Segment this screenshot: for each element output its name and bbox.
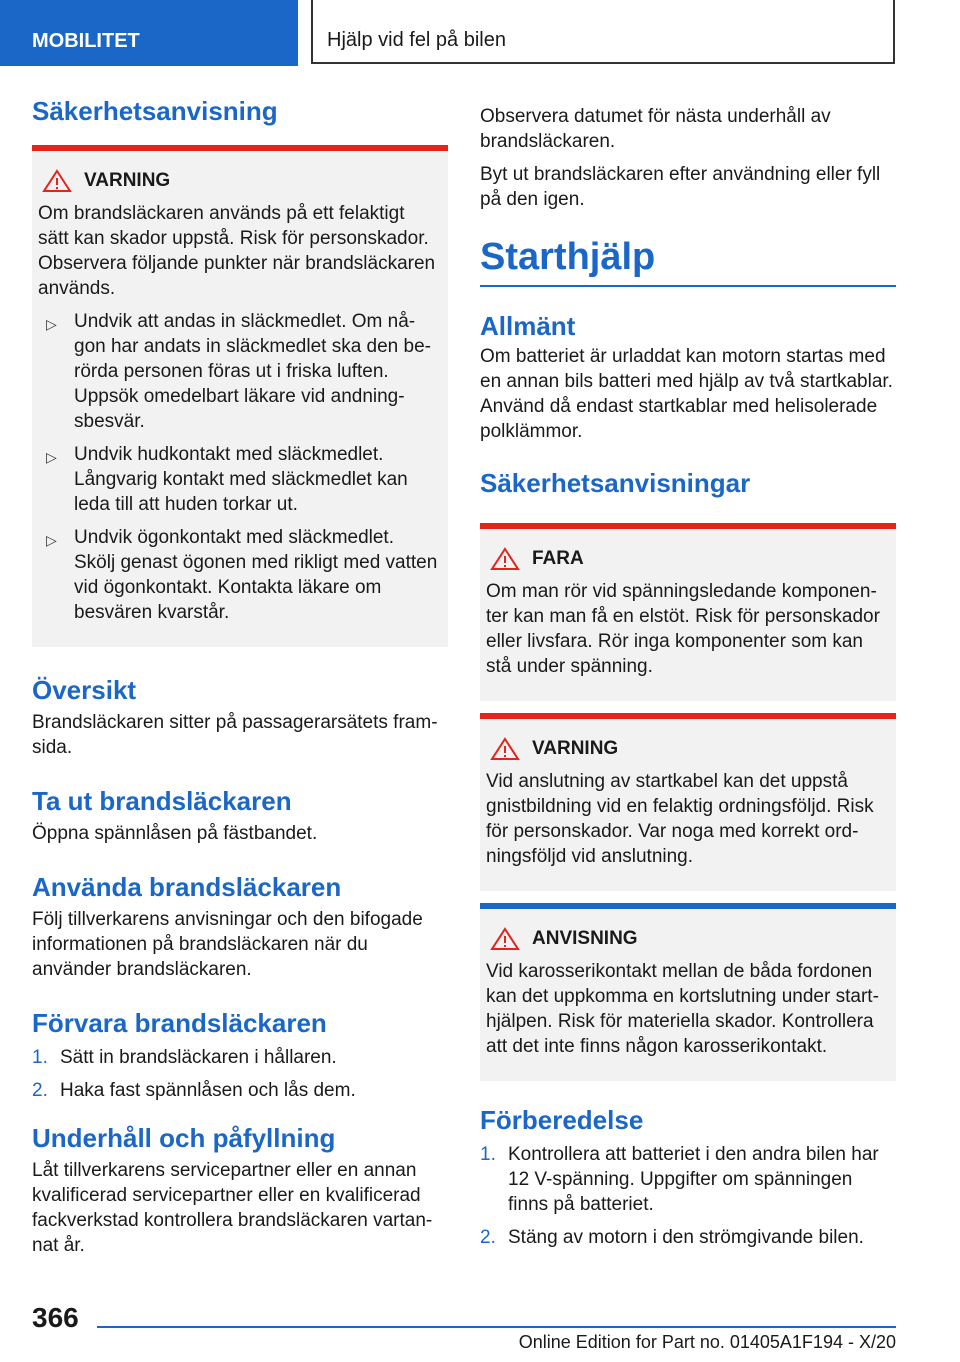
oversikt-text: Brandsläckaren sitter på passagerarsätets framsida. xyxy=(32,712,438,758)
warning-triangle-icon xyxy=(42,169,72,193)
intro-text-2: Byt ut brandsläckaren efter användning eller fyll på den igen. xyxy=(480,164,881,210)
notice-label: ANVISNING xyxy=(532,928,638,949)
chapter-title: Hjälp vid fel på bilen xyxy=(311,0,895,64)
danger-box xyxy=(480,523,896,701)
notice-box xyxy=(480,903,896,1081)
warning-box-right xyxy=(480,713,896,891)
warning-box xyxy=(32,145,448,647)
warning-header xyxy=(38,169,440,193)
warning-label: VARNING xyxy=(532,738,619,759)
ta-ut-text: Öppna spännlåsen på fästbandet. xyxy=(32,823,318,844)
bullet-triangle-icon: ▷ xyxy=(46,316,57,332)
safety-heading: Säkerhetsanvisning xyxy=(32,96,278,126)
forvara-heading: Förvara brandsläckaren xyxy=(32,1008,327,1038)
list-item: 2. Haka fast spännlåsen och lås dem. xyxy=(32,1080,356,1101)
ta-ut-heading: Ta ut brandsläckaren xyxy=(32,786,292,816)
edition-text: Online Edition for Part no. 01405A1F194 - X/20 xyxy=(518,1332,896,1352)
allmant-text: Om batteriet är urladdat kan motorn startas med en annan bils batteri med hjälp av två startkablar. Använd då endast startkablar med helisolerade polklämmor. xyxy=(480,346,893,442)
left-column xyxy=(32,96,448,1258)
allmant-heading: Allmänt xyxy=(480,311,576,341)
footer-rule xyxy=(97,1326,896,1328)
starthjalp-rule xyxy=(480,285,896,287)
warning-text: Vid anslutning av startkabel kan det uppstå gnistbildning vid en felaktig ordningsföljd. Risk för personskador. Var noga med korrekt ordningsföljd vid anslutning. xyxy=(486,771,874,867)
page-header xyxy=(0,0,960,66)
anvanda-heading: Använda brandsläckaren xyxy=(32,872,342,902)
warning-triangle-icon xyxy=(490,547,520,571)
starthjalp-heading: Starthjälp xyxy=(480,236,656,278)
page-number: 366 xyxy=(32,1302,79,1333)
danger-text: Om man rör vid spänningsledande komponenter kan man få en elstöt. Risk för personskador eller livsfara. Rör inga komponenter som kan stå under spänning. xyxy=(486,581,880,677)
warning-triangle-icon xyxy=(490,737,520,761)
list-item: ▷ Undvik hudkontakt med släckmedlet. Långvarig kontakt med släckmedlet kan leda till att huden torkar ut. xyxy=(46,444,408,515)
danger-label: FARA xyxy=(532,548,584,569)
list-item: ▷ Undvik att andas in släckmedlet. Om någon har andats in släckmedlet ska den berörda personen föras ut i friska luften. Uppsök omedelbart läkare vid andningsbesvär. xyxy=(46,311,431,432)
forvara-steps xyxy=(32,1045,448,1103)
list-item: 2. Stäng av motorn i den strömgivande bilen. xyxy=(480,1227,864,1248)
underhall-heading: Underhåll och påfyllning xyxy=(32,1123,336,1153)
forberedelse-heading: Förberedelse xyxy=(480,1105,644,1135)
warning-bullet-list xyxy=(38,309,440,625)
section-tab: MOBILITET xyxy=(0,0,298,66)
warning-header xyxy=(486,737,888,761)
warning-text: Om brandsläckaren används på ett felaktigt sätt kan skador uppstå. Risk för personskador. Observera följande punkter när brandsläckaren används. xyxy=(38,203,436,299)
safety-heading-right: Säkerhetsanvisningar xyxy=(480,468,751,498)
forberedelse-steps xyxy=(480,1142,896,1250)
list-item: 1. Kontrollera att batteriet i den andra bilen har 12 V-spänning. Uppgifter om spänningen finns på batteriet. xyxy=(480,1144,879,1215)
anvanda-text: Följ tillverkarens anvisningar och den bifogade informationen på brandsläckaren när du använder brandsläckaren. xyxy=(32,909,423,980)
list-item: 1. Sätt in brandsläckaren i hållaren. xyxy=(32,1047,337,1068)
danger-header xyxy=(486,547,888,571)
intro-text-1: Observera datumet för nästa underhåll av brandsläckaren. xyxy=(480,106,831,152)
underhall-text: Låt tillverkarens servicepartner eller en annan kvalificerad servicepartner eller en kvalificerad fackverkstad kontrollera brandsläckaren vartannat år. xyxy=(32,1160,433,1256)
right-column xyxy=(480,104,896,1258)
warning-label: VARNING xyxy=(84,170,171,191)
bullet-triangle-icon: ▷ xyxy=(46,449,57,465)
oversikt-heading: Översikt xyxy=(32,675,137,705)
bullet-triangle-icon: ▷ xyxy=(46,532,57,548)
page-footer xyxy=(32,1296,896,1356)
notice-header xyxy=(486,927,888,951)
list-item: ▷ Undvik ögonkontakt med släckmedlet. Skölj genast ögonen med rikligt med vatten vid ögonkontakt. Kontakta läkare om besvären kvarstår. xyxy=(46,527,438,623)
notice-text: Vid karosserikontakt mellan de båda fordonen kan det uppkomma en kortslutning under starthjälpen. Risk för materiella skador. Kontrollera att det inte finns någon karosserikontakt. xyxy=(486,961,879,1057)
warning-triangle-icon xyxy=(490,927,520,951)
